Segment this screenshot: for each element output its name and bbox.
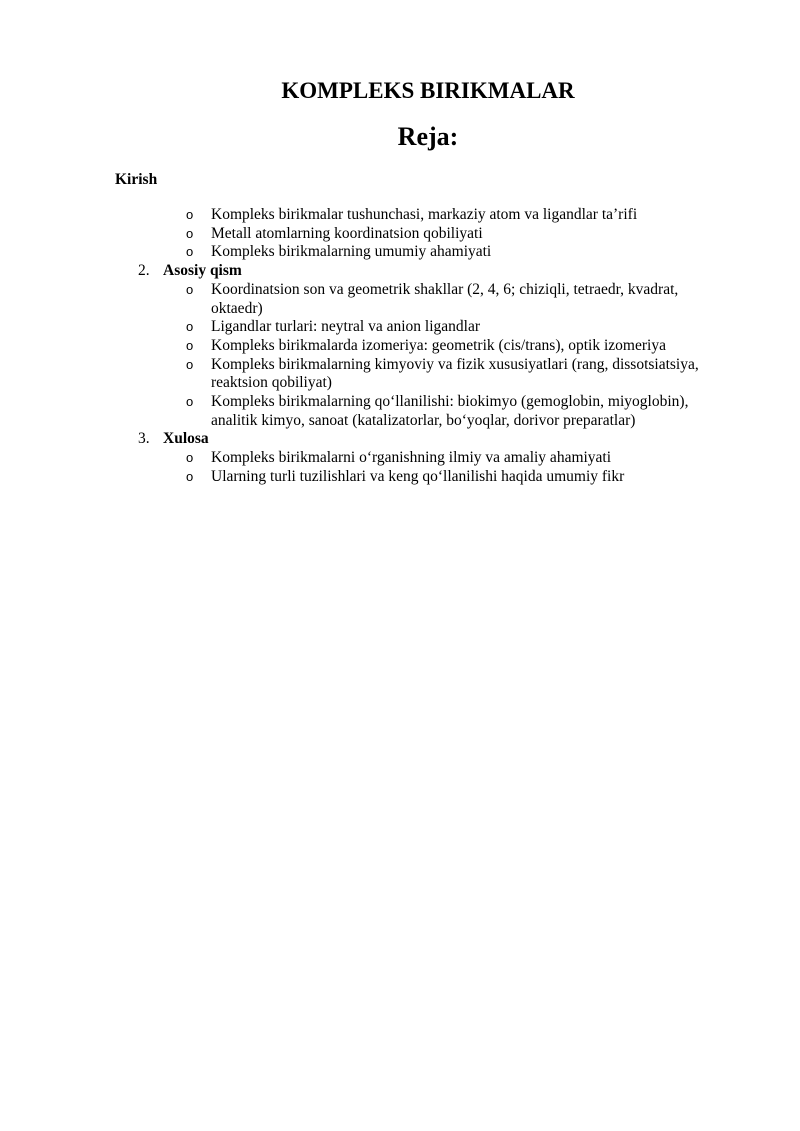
list-item-text: Kompleks birikmalarda izomeriya: geometrik (cis/trans), optik izomeriya xyxy=(211,336,666,354)
list-item xyxy=(0,281,800,318)
list-item xyxy=(0,337,800,356)
bullet-icon: o xyxy=(186,225,194,241)
list-item xyxy=(0,206,800,225)
list-item xyxy=(0,356,800,393)
list-item-text: Koordinatsion son va geometrik shakllar (2, 4, 6; chiziqli, tetraedr, kvadrat, oktaedr) xyxy=(211,280,679,317)
main-list xyxy=(0,281,800,431)
section-number: 3. xyxy=(138,430,150,448)
list-item xyxy=(0,318,800,337)
section-title: Xulosa xyxy=(163,430,209,448)
list-item-text: Ligandlar turlari: neytral va anion ligandlar xyxy=(211,318,480,336)
bullet-icon: o xyxy=(186,207,194,222)
bullet-icon: o xyxy=(186,450,194,466)
bullet-icon: o xyxy=(186,394,194,410)
bullet-icon: o xyxy=(186,337,194,353)
list-item-text: Metall atomlarning koordinatsion qobiliyati xyxy=(211,224,483,242)
document-subtitle: Reja: xyxy=(397,122,459,151)
document-title: KOMPLEKS BIRIKMALAR xyxy=(281,78,575,103)
list-item-text: Ularning turli tuzilishlari va keng qo‘llanilishi haqida umumiy fikr xyxy=(211,467,625,485)
list-item-text: Kompleks birikmalar tushunchasi, markaziy atom va ligandlar ta’rifi xyxy=(211,206,638,223)
list-item-text: Kompleks birikmalarni o‘rganishning ilmiy va amaliy ahamiyati xyxy=(211,449,612,467)
bullet-icon: o xyxy=(186,244,194,260)
list-item xyxy=(0,393,800,430)
list-item-text: Kompleks birikmalarning kimyoviy va fizik xususiyatlari (rang, dissotsiatsiya, reaktsion qobiliyat) xyxy=(211,355,699,392)
bullet-icon: o xyxy=(186,356,194,372)
intro-list xyxy=(0,206,800,262)
section-number: 2. xyxy=(138,262,150,280)
list-item xyxy=(0,225,800,244)
intro-heading: Kirish xyxy=(115,171,158,188)
section-heading-conclusion xyxy=(0,430,800,449)
list-item xyxy=(0,468,800,487)
list-item-text: Kompleks birikmalarning umumiy ahamiyati xyxy=(211,243,492,261)
section-heading-main xyxy=(0,262,800,281)
section-title: Asosiy qism xyxy=(163,262,242,280)
bullet-icon: o xyxy=(186,319,194,335)
list-item-text: Kompleks birikmalarning qo‘llanilishi: biokimyo (gemoglobin, miyoglobin), analitik kimyo, sanoat (katalizatorlar, bo‘yoqlar, dorivor preparatlar) xyxy=(211,393,689,429)
outline xyxy=(0,206,800,487)
bullet-icon: o xyxy=(186,468,194,484)
list-item xyxy=(0,449,800,468)
bullet-icon: o xyxy=(186,281,194,297)
conclusion-list xyxy=(0,449,800,486)
list-item xyxy=(0,243,800,262)
